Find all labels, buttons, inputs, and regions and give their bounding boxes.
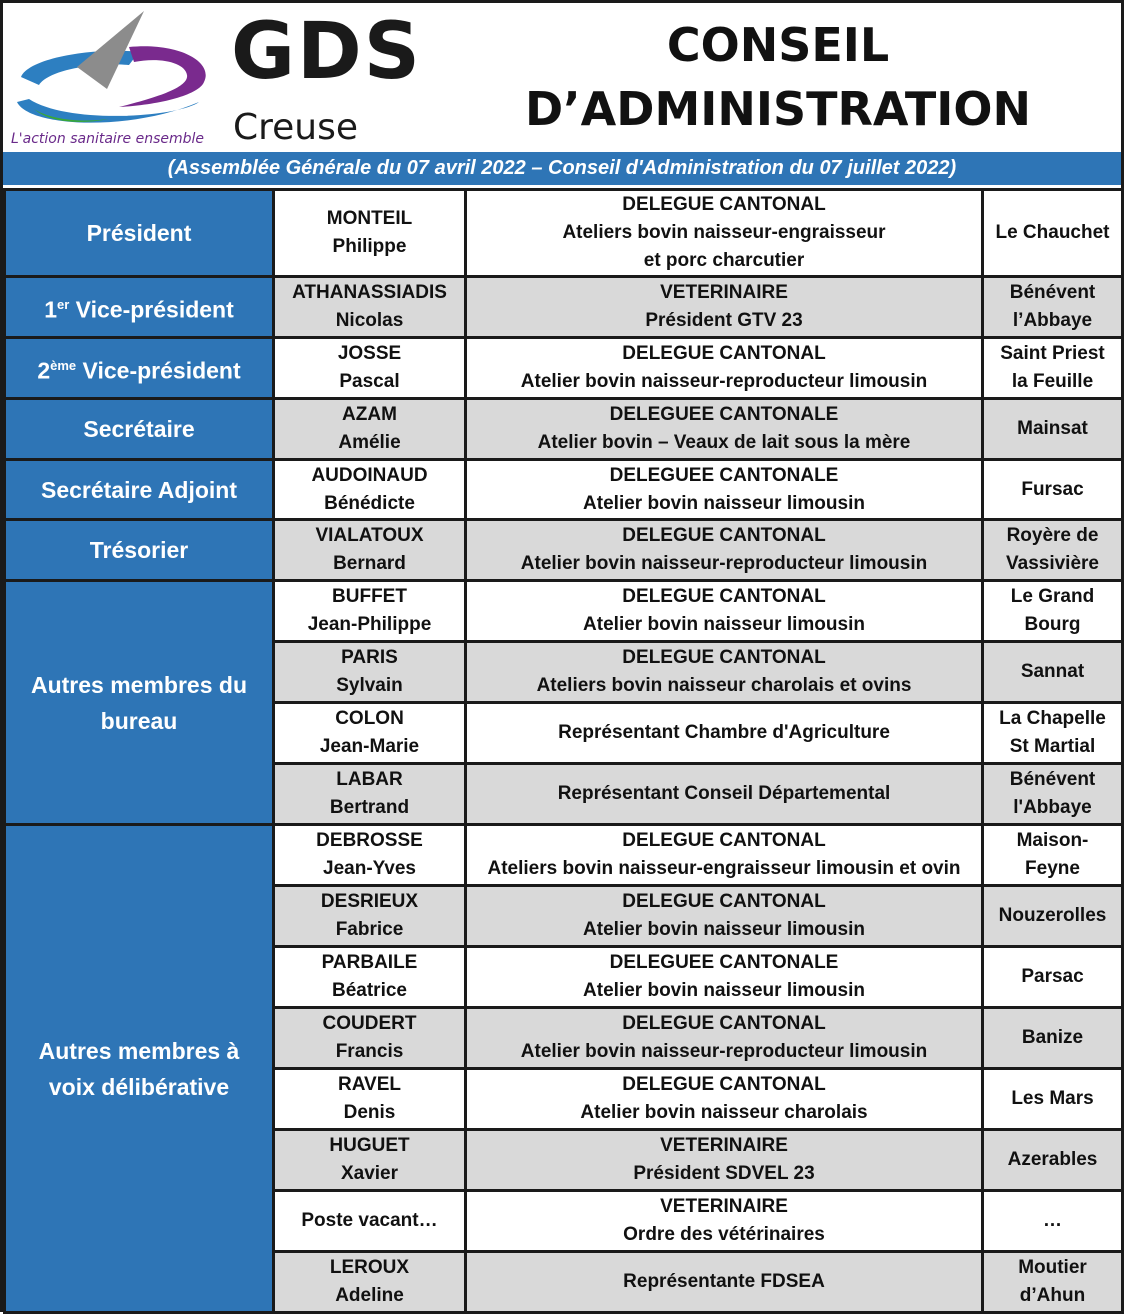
member-function [466,825,983,886]
table-row [5,520,1123,581]
logo-subtitle: Creuse [233,107,359,148]
member-location [983,399,1123,460]
member-location-line: Vassivière [1006,553,1099,574]
member-name-line: Amélie [338,432,401,453]
member-location [983,1008,1123,1069]
member-function-line: et porc charcutier [643,250,805,271]
member-name-line: LEROUX [329,1257,410,1278]
logo-title: GDS [231,7,422,97]
member-function-line: DELEGUEE CANTONALE [609,404,839,425]
member-location [983,1191,1123,1252]
member-location [983,703,1123,764]
member-name-line: Francis [335,1041,404,1062]
member-function [466,520,983,581]
member-name [274,825,466,886]
member-location [983,947,1123,1008]
member-name [274,399,466,460]
member-location [983,1130,1123,1191]
member-function-line: Atelier bovin naisseur limousin [583,492,865,514]
member-name [274,764,466,825]
member-name-line: Philippe [332,236,407,257]
member-location-line: Maison- [1016,830,1089,851]
member-location-line: Feyne [1025,858,1080,879]
member-name [274,520,466,581]
member-function [466,703,983,764]
member-name-line: VIALATOUX [315,525,424,546]
member-location [983,825,1123,886]
member-location-line: Nouzerolles [998,905,1107,926]
member-function-line: DELEGUE CANTONAL [622,194,826,215]
member-name [274,1008,466,1069]
member-name-line: Xavier [340,1163,399,1184]
member-function-line: Président GTV 23 [645,310,803,331]
member-function-line: DELEGUE CANTONAL [622,525,826,546]
member-function-line: Ordre des vétérinaires [623,1224,825,1245]
role-president [5,190,274,277]
member-function-line: DELEGUE CANTONAL [622,586,826,607]
member-location [983,581,1123,642]
member-function-line: Représentante FDSEA [623,1271,825,1292]
member-function-line: Représentant Chambre d'Agriculture [558,722,890,743]
member-location [983,520,1123,581]
member-name-line: COLON [335,708,404,729]
role-label: 1 [44,296,57,323]
member-name-line: Jean-Yves [323,858,416,879]
member-location-line: Bénévent [1009,282,1096,303]
page-title [473,13,1083,141]
member-location [983,338,1123,399]
member-location-line: l'Abbaye [1013,797,1092,818]
logo-tagline: L'action sanitaire ensemble [11,131,205,147]
role-tresorier [5,520,274,581]
table-row [5,399,1123,460]
gds-creuse-logo [9,7,449,149]
member-function [466,190,983,277]
member-function [466,581,983,642]
member-name-line: PARIS [341,647,398,668]
member-function-line: DELEGUEE CANTONALE [609,952,839,973]
member-location [983,277,1123,338]
member-function-line: Atelier bovin naisseur charolais [580,1102,868,1123]
member-function-line: Représentant Conseil Départemental [557,783,891,804]
member-function-line: Atelier bovin naisseur limousin [583,980,865,1001]
member-name [274,581,466,642]
member-location [983,1252,1123,1313]
member-function-line: DELEGUE CANTONAL [622,1013,826,1034]
role-superscript: er [57,296,70,312]
member-name [274,703,466,764]
member-function-line: Ateliers bovin naisseur charolais et ovins [536,675,912,696]
member-function-line: Président SDVEL 23 [633,1163,815,1184]
member-location-line: Sannat [1020,661,1085,682]
member-name-line: Poste vacant… [301,1210,438,1231]
member-function-line: DELEGUE CANTONAL [622,1074,826,1095]
member-function-line: Atelier bovin naisseur-reproducteur limousin [520,371,928,392]
member-location-line: Saint Priest [1000,343,1105,364]
member-function [466,764,983,825]
role-autres-membres-voix [5,825,274,1313]
table-row [5,277,1123,338]
member-name [274,1130,466,1191]
member-function [466,1069,983,1130]
role-label: Président [86,220,192,246]
member-name-line: Pascal [339,371,400,392]
header [3,3,1121,151]
member-name [274,277,466,338]
member-function-line: Ateliers bovin naisseur-engraisseur limousin et ovin [487,858,961,879]
member-name-line: HUGUET [329,1135,410,1156]
member-name [274,338,466,399]
role-label-line: Autres membres du [30,671,247,698]
member-name-line: Bernard [333,553,406,574]
member-location-line: Moutier [1018,1257,1087,1278]
member-location [983,764,1123,825]
member-location-line: Le Grand [1010,586,1095,607]
role-label: Vice-président [76,357,241,384]
member-name-line: Adeline [335,1285,404,1306]
member-location-line: Azerables [1007,1149,1098,1170]
member-function-line: Atelier bovin naisseur-reproducteur limousin [520,1041,928,1062]
member-location-line: Mainsat [1017,418,1088,439]
role-label: Trésorier [89,537,189,563]
member-function-line: DELEGUE CANTONAL [622,891,826,912]
member-name-line: BUFFET [332,586,407,607]
member-function [466,399,983,460]
member-location [983,642,1123,703]
title-line-1: CONSEIL [666,18,890,72]
member-location [983,460,1123,520]
member-name-line: LABAR [336,769,403,790]
member-name-line: AUDOINAUD [311,464,428,486]
role-label-line: Autres membres à [38,1037,240,1064]
member-name-line: Fabrice [335,919,404,940]
member-location-line: Bourg [1024,614,1081,635]
member-function-line: Atelier bovin naisseur limousin [583,614,865,635]
member-name [274,642,466,703]
member-location [983,190,1123,277]
role-vice-president-1 [5,277,274,338]
role-label: Secrétaire Adjoint [41,476,237,503]
member-function [466,947,983,1008]
member-name [274,886,466,947]
member-function [466,1191,983,1252]
member-function-line: DELEGUE CANTONAL [622,647,826,668]
member-name [274,947,466,1008]
role-secretaire-adjoint [5,460,274,520]
member-name-line: DEBROSSE [316,830,423,851]
role-superscript: ème [50,357,77,373]
member-function-line: DELEGUE CANTONAL [622,343,826,364]
table-row [5,190,1123,277]
role-label-line: voix délibérative [48,1073,230,1100]
member-function-line: Atelier bovin – Veaux de lait sous la mère [537,432,911,453]
member-location-line: La Chapelle [999,708,1106,729]
table-row [5,825,1123,886]
member-location-line: St Martial [1009,736,1096,757]
role-label: Secrétaire [83,416,195,442]
member-location-line: … [1043,1210,1062,1231]
member-function-line: Atelier bovin naisseur-reproducteur limousin [520,553,928,574]
member-name-line: Denis [343,1102,396,1123]
title-line-2: D’ADMINISTRATION [525,82,1031,136]
member-location-line: Bénévent [1009,769,1096,790]
member-name-line: PARBAILE [321,952,418,973]
subtitle-bar: (Assemblée Générale du 07 avril 2022 – Conseil d'Administration du 07 juillet 2022) [3,152,1121,185]
member-function [466,277,983,338]
member-location-line: Les Mars [1011,1088,1094,1109]
member-name [274,1252,466,1313]
member-function [466,642,983,703]
member-name-line: JOSSE [337,343,402,364]
member-location-line: Le Chauchet [995,222,1110,243]
member-name-line: ATHANASSIADIS [292,282,447,303]
member-function-line: DELEGUEE CANTONALE [609,464,839,486]
member-function [466,1130,983,1191]
role-secretaire [5,399,274,460]
role-label: Vice-président [69,296,234,323]
member-name-line: Jean-Marie [319,736,420,757]
member-function-line: DELEGUE CANTONAL [622,830,826,851]
member-name-line: Jean-Philippe [307,614,432,635]
member-name-line: RAVEL [338,1074,401,1095]
member-location [983,886,1123,947]
member-function-line: VETERINAIRE [660,282,788,303]
member-name-line: MONTEIL [326,208,413,229]
member-name-line: Sylvain [336,675,403,696]
member-name-line: AZAM [342,404,397,425]
member-name [274,1069,466,1130]
member-function [466,460,983,520]
member-name-line: COUDERT [322,1013,417,1034]
member-name-line: Bénédicte [324,492,415,514]
table-row [5,581,1123,642]
member-function-line: Ateliers bovin naisseur-engraisseur [562,222,886,243]
member-function-line: VETERINAIRE [660,1135,788,1156]
member-location-line: Parsac [1021,966,1084,987]
member-function [466,1252,983,1313]
member-name-line: Béatrice [332,980,407,1001]
member-function [466,338,983,399]
member-name-line: Bertrand [329,797,410,818]
member-function [466,1008,983,1069]
role-vice-president-2 [5,338,274,399]
member-function [466,886,983,947]
member-location-line: la Feuille [1011,371,1094,392]
table-row [5,460,1123,520]
member-function-line: Atelier bovin naisseur limousin [583,919,865,940]
role-label: 2 [37,357,51,384]
board-table [3,188,1124,1314]
table-row [5,338,1123,399]
member-function-line: VETERINAIRE [660,1196,788,1217]
member-location-line: Royère de [1006,525,1099,546]
member-name-line: Nicolas [335,310,404,331]
member-name [274,460,466,520]
member-location-line: Banize [1021,1027,1084,1048]
member-name-line: DESRIEUX [320,891,419,912]
logo-swoosh-icon [9,7,229,147]
member-name [274,190,466,277]
role-label-line: bureau [100,707,178,734]
role-autres-membres-bureau [5,581,274,825]
member-location-line: Fursac [1021,478,1084,500]
member-location-line: d’Ahun [1019,1285,1086,1306]
member-location-line: l’Abbaye [1012,310,1093,331]
member-name [274,1191,466,1252]
member-location [983,1069,1123,1130]
